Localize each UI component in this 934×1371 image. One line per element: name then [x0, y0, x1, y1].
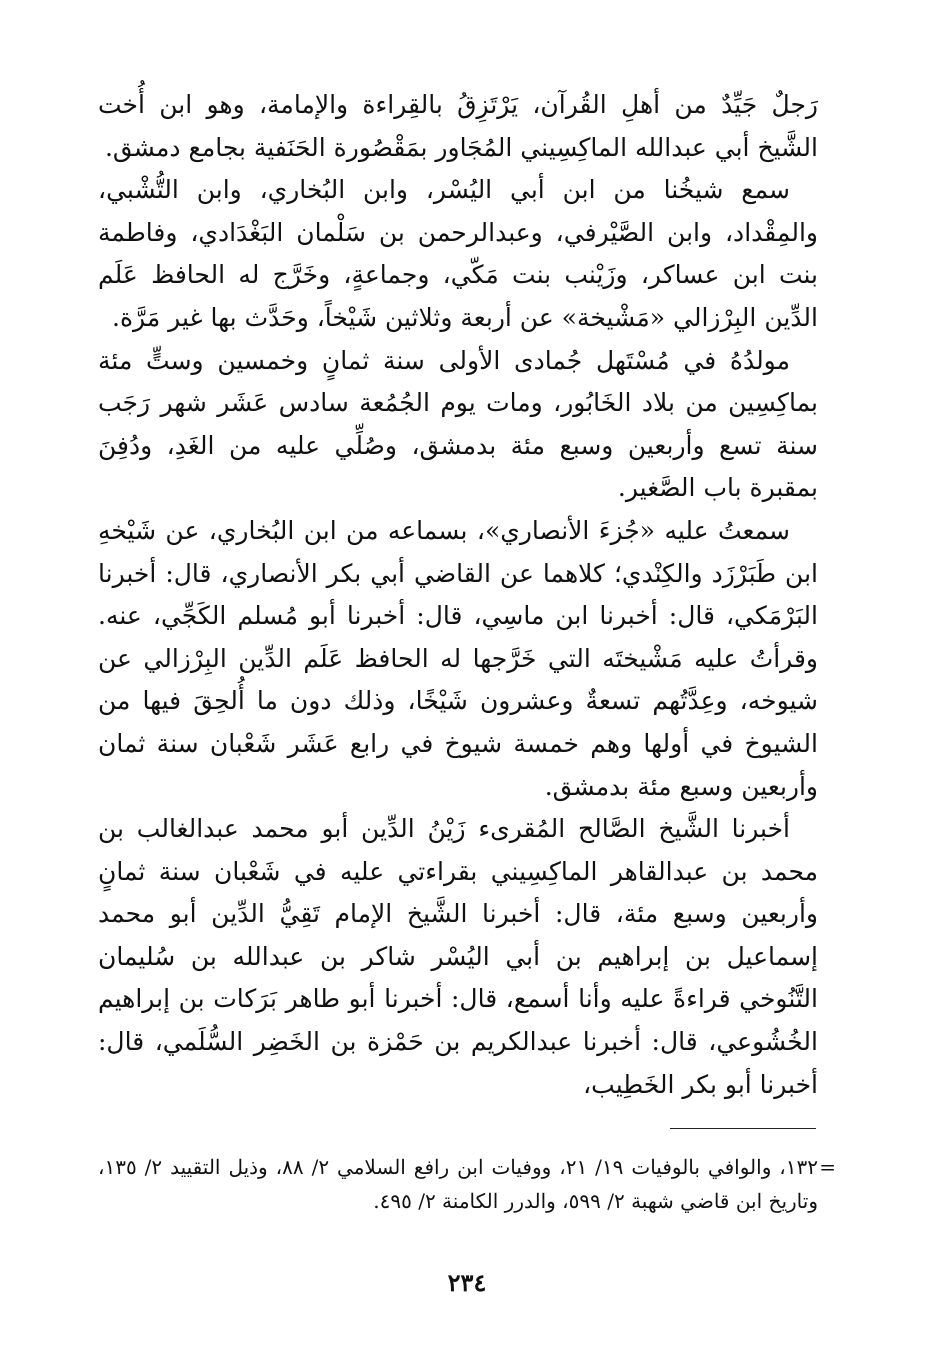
paragraph-5: أخبرنا الشَّيخ الصَّالح المُقرىء زَيْنُ الدِّين أبو محمد عبدالغالب بن محمد بن عبدالقاهر الماكِسِيني بقراءتي عليه في شَعْبان سنة ثمانٍ وأربعين وسبع مئة، قال: أخبرنا الشَّيخ الإمام تَقِيُّ الدِّين أبو محمد إسماعيل بن إبراهيم بن أبي اليُسْر شاكر بن عبدالله بن سُليمان التَّنُوخي قراءةً عليه وأنا أسمع، قال: أخبرنا أبو طاهر بَرَكات بن إبراهيم الخُشُوعي، قال: أخبرنا عبدالكريم بن حَمْزة بن الخَضِر السُّلَمي، قال: أخبرنا أبو بكر الخَطِيب،: [98, 814, 818, 1099]
page-number: ٢٣٤: [447, 1268, 487, 1297]
footnote-text: ١٣٢، والوافي بالوفيات ١٩/ ٢١، ووفيات ابن رافع السلامي ٢/ ٨٨، وذيل التقييد ٢/ ١٣٥، وتاريخ ابن قاضي شهبة ٢/ ٥٩٩، والدرر الكامنة ٢/ ٤٩٥.: [98, 1155, 818, 1213]
paragraph-3: مولدُهُ في مُسْتَهل جُمادى الأولى سنة ثمانٍ وخمسين وستٍّ مئة بماكِسِين من بلاد الخَابُور، ومات يوم الجُمُعة سادس عَشَر شهر رَجَب سنة تسع وأربعين وسبع مئة بدمشق، وصُلِّي عليه من الغَدِ، ودُفِنَ بمقبرة باب الصَّغير.: [98, 345, 818, 503]
paragraph-1: رَجلٌ جَيِّدٌ من أهلِ القُرآن، يَرْتَزِقُ بالقِراءة والإمامة، وهو ابن أُخت الشَّيخ أبي عبدالله الماكِسِيني المُجَاور بمَقْصُورة الحَنَفية بجامع دمشق.: [98, 90, 818, 162]
paragraph-2: سمع شيخُنا من ابن أبي اليُسْر، وابن البُخاري، وابن التُّشْبي، والمِقْداد، وابن الصَّيْرفي، وعبدالرحمن بن سَلْمان البَغْدَادي، وفاطمة بنت ابن عساكر، وزَيْنب بنت مَكّي، وجماعةٍ، وخَرَّج له الحافظ عَلَم الدِّين البِرْزالي «مَشْيخة» عن أربعة وثلاثين شَيْخاً، وحَدَّث بها غير مَرَّة.: [98, 175, 818, 332]
main-text-block: [98, 84, 818, 1106]
paragraph-4: سمعتُ عليه «جُزءَ الأنصاري»، بسماعه من ابن البُخاري، عن شَيْخهِ ابن طَبَرْزَد والكِنْدي؛ كلاهما عن القاضي أبي بكر الأنصاري، قال: أخبرنا البَرْمَكي، قال: أخبرنا ابن ماسِي، قال: أخبرنا أبو مُسلم الكَجِّي، عنه. وقرأتُ عليه مَشْيختَه التي خَرَّجها له الحافظ عَلَم الدِّين البِرْزالي عن شيوخه، وعِدَّتُهم تسعةٌ وعشرون شَيْخًا، وذلك دون ما أُلحِقَ فيها من الشيوخ في أولها وهم خمسة شيوخ في رابع عَشَر شَعْبان سنة ثمان وأربعين وسبع مئة بدمشق.: [98, 515, 818, 801]
footnote-divider: [670, 1128, 816, 1129]
footnote-continuation-marker: =: [819, 1155, 836, 1179]
footnote: [98, 1150, 836, 1218]
